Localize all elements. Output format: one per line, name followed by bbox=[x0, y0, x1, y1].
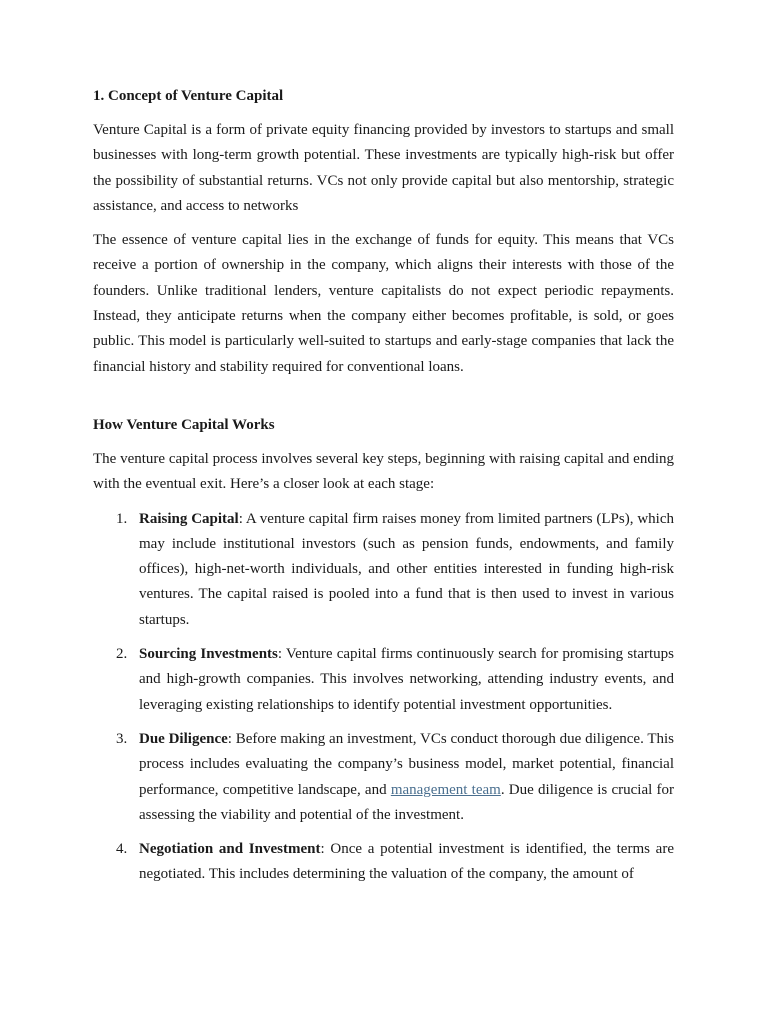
section-heading-concept: 1. Concept of Venture Capital bbox=[93, 88, 284, 104]
list-number: 3. bbox=[116, 730, 128, 747]
steps-list bbox=[93, 507, 674, 888]
list-item bbox=[93, 642, 674, 718]
step-text-before-link: : Before making an investment, VCs conduct thorough due diligence. This process includes evaluating the company’s business model, market potential, financial performance, competitive landscape, and bbox=[139, 730, 675, 798]
list-item bbox=[93, 837, 674, 888]
step-text: : Once a potential investment is identified, the terms are negotiated. This includes determining the valuation of the company, the amount of bbox=[139, 841, 674, 883]
step-text: : Venture capital firms continuously search for promising startups and high-growth companies. This involves networking, attending industry events, and leveraging existing relationships to identify potential investment opportunities. bbox=[139, 646, 674, 713]
step-text-after-link: . Due diligence is crucial for assessing the viability and potential of the investment. bbox=[139, 781, 674, 823]
list-number: 2. bbox=[116, 646, 128, 663]
document-page bbox=[93, 84, 674, 897]
section-gap bbox=[93, 380, 674, 413]
list-item bbox=[93, 727, 674, 828]
concept-paragraph-1: Venture Capital is a form of private equity financing provided by investors to startups and small businesses with long-term growth potential. These investments are typically high-risk but offer the possibility of substantial returns. VCs not only provide capital but also mentorship, strategic assistance, and access to networks bbox=[93, 122, 674, 214]
management-team-link[interactable]: management team bbox=[390, 781, 501, 798]
step-term: Due Diligence bbox=[139, 730, 228, 747]
step-term: Negotiation and Investment bbox=[139, 841, 321, 858]
list-item bbox=[93, 507, 674, 633]
how-it-works-intro: The venture capital process involves several key steps, beginning with raising capital and ending with the eventual exit. Here’s a closer look at each stage: bbox=[93, 450, 674, 493]
list-number: 1. bbox=[116, 510, 128, 527]
step-term: Sourcing Investments bbox=[139, 646, 278, 663]
step-term: Raising Capital bbox=[139, 510, 239, 527]
list-number: 4. bbox=[116, 841, 128, 858]
step-text: : A venture capital firm raises money from limited partners (LPs), which may include institutional investors (such as pension funds, endowments, and family offices), high-net-worth individuals, and other entities interested in funding high-risk ventures. The capital raised is pooled into a fund that is then used to invest in various startups. bbox=[139, 510, 674, 628]
concept-paragraph-2: The essence of venture capital lies in the exchange of funds for equity. This means that VCs receive a portion of ownership in the company, which aligns their interests with those of the founders. Unlike traditional lenders, venture capitalists do not expect periodic repayments. Instead, they anticipate returns when the company either becomes profitable, is sold, or goes public. This model is particularly well-suited to startups and early-stage companies that lack the financial history and stability required for conventional loans. bbox=[93, 232, 674, 375]
section-heading-how-it-works: How Venture Capital Works bbox=[93, 416, 275, 433]
